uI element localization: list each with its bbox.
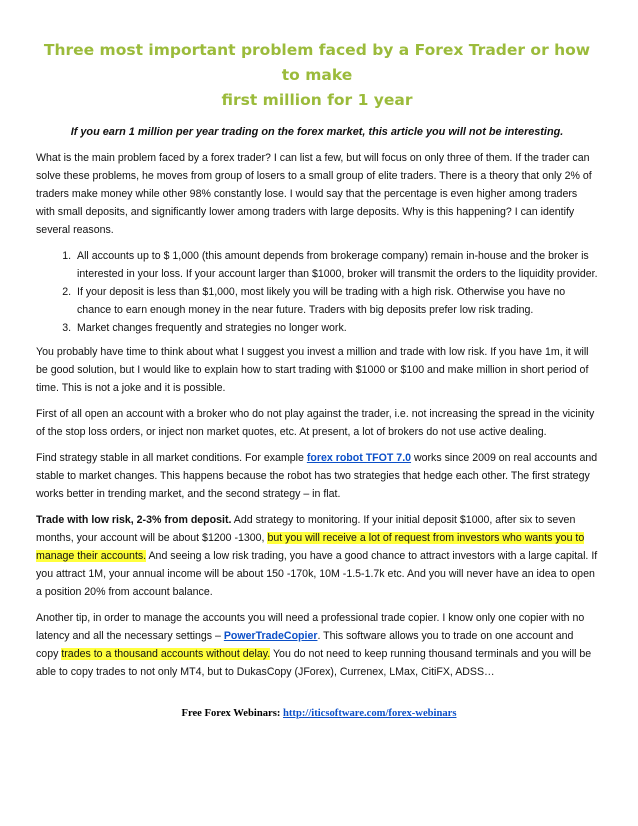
footer-label: Free Forex Webinars: (181, 708, 284, 719)
intro-paragraph: What is the main problem faced by a forex trader? I can list a few, but will focus on only three of them. If the trader can solve these problems, he moves from group of losers to a small group of elite traders. There is a theory that only 2% of traders make money while other 98% constantly lose. I would say that the percentage is even higher among traders with small deposits, and significantly lower among traders with large deposits. Why is this happening? I can identify several reasons. (36, 152, 592, 236)
webinars-link[interactable]: http://iticsoftware.com/forex-webinars (283, 708, 457, 719)
footer (0, 708, 638, 719)
power-trade-copier-link[interactable]: PowerTradeCopier (223, 630, 318, 642)
reasons-list (36, 247, 598, 337)
title-line-2: first million for 1 year (221, 91, 413, 109)
page-title (36, 38, 598, 113)
forex-robot-link[interactable]: forex robot TFOT 7.0 (306, 452, 412, 464)
reason-item: 2. If your deposit is less than $1,000, most likely you will be trading with a high risk. Otherwise you have no chance to earn enough money in the near future. Traders with big deposits prefer low risk trading. (74, 283, 598, 319)
copier-text-before: Another tip, in order to manage the accounts you will need a professional trade copier. I know only one copier with no latency and all the necessary settings – (36, 612, 585, 642)
million-paragraph: You probably have time to think about what I suggest you invest a million and trade with low risk. If you have 1m, it will be good solution, but I would like to explain how to start trading with $1000 or $100 and make million in short period of time. This is not a joke and it is possible. (36, 346, 589, 394)
reason-item: 3. Market changes frequently and strategies no longer work. (74, 319, 598, 337)
investors-highlight: but you will receive a lot of request from investors who wants you to manage their accounts. (36, 532, 585, 562)
reason-item: 1. All accounts up to $ 1,000 (this amount depends from brokerage company) remain in-house and the broker is interested in your loss. If your account larger than $1000, broker will transmit the orders to the liquidity provider. (74, 247, 598, 283)
copier-paragraph (36, 609, 598, 681)
copier-text-middle: . This software allows you to trade on one account and copy (36, 630, 574, 660)
account-paragraph: First of all open an account with a broker who do not play against the trader, i.e. not increasing the spread in the vicinity of the stop loss orders, or inject non market quotes, etc. At present, a lot of brokers do not use active dealing. (36, 408, 595, 438)
low-risk-heading: Trade with low risk, 2-3% from deposit. (36, 514, 232, 526)
title-line-1: Three most important problem faced by a Forex Trader or how to make (43, 41, 591, 84)
copier-text-after: You do not need to keep running thousand terminals and you will be able to copy trades to not only MT4, but to DukasCopy (JForex), Currenex, LMax, CitiFX, ADSS… (36, 648, 592, 678)
strategy-paragraph (36, 449, 598, 503)
subtitle: If you earn 1 million per year trading on the forex market, this article you will not be interesting. (70, 126, 564, 138)
low-risk-text-before: Add strategy to monitoring. If your initial deposit $1000, after six to seven months, your account will be about $1200 -1300, (36, 514, 576, 544)
strategy-text-after: works since 2009 on real accounts and stable to market changes. This happens because the robot has two strategies that hedge each other. The first strategy works better in trending market, and the second strategy – in flat. (36, 452, 598, 500)
low-risk-text-after: And seeing a low risk trading, you have a good chance to attract investors with a large capital. If you attract 1M, your annual income will be about 150 -170k, 10M -1.5-1.7k etc. And you will never have an idea to open a position 20% from account balance. (36, 550, 598, 598)
strategy-text-before: Find strategy stable in all market conditions. For example (36, 452, 307, 464)
copier-highlight: trades to a thousand accounts without delay. (61, 648, 271, 660)
low-risk-paragraph (36, 511, 598, 601)
